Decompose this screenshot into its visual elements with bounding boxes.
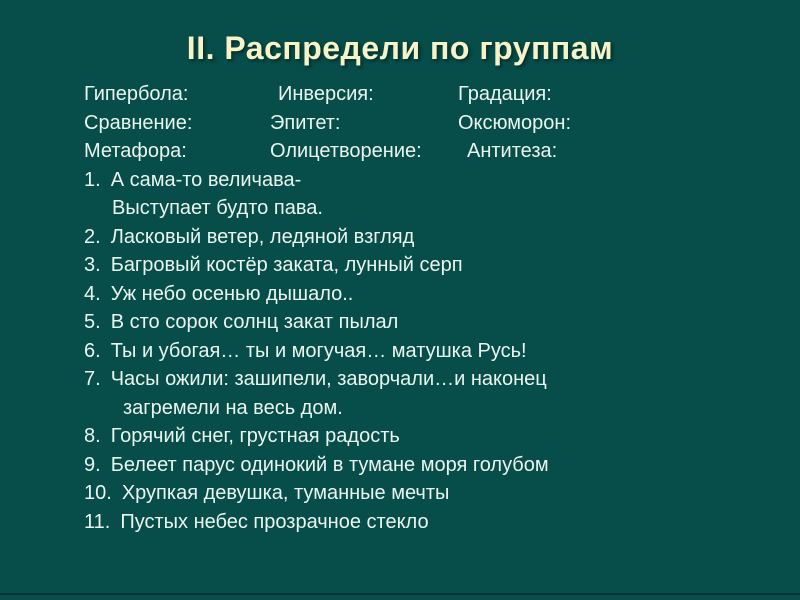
- term-antiteza: Антитеза:: [467, 140, 558, 162]
- term-giperbola: Гипербола:: [84, 83, 189, 105]
- line-text: Ты и убогая… ты и могучая… матушка Русь!: [110, 339, 527, 362]
- line-text: В сто сорок солнц закат пылал: [110, 311, 399, 333]
- term-metafora: Метафора:: [84, 140, 187, 162]
- list-line: [84, 251, 770, 280]
- list-line: [84, 422, 770, 451]
- list-line-continuation: [112, 194, 770, 223]
- term-olitsetvorenie: Олицетворение:: [270, 140, 422, 162]
- term-inversiya: Инверсия:: [278, 83, 374, 105]
- term-sravnenie: Сравнение:: [84, 111, 193, 134]
- line-number: 6.: [84, 339, 101, 362]
- slide-body: [84, 80, 770, 536]
- term-gradatsiya: Градация:: [458, 83, 552, 105]
- list-line: [84, 508, 770, 537]
- list-line: [84, 365, 770, 394]
- list-line: [84, 223, 770, 252]
- line-text: Багровый костёр заката, лунный серп: [110, 254, 463, 276]
- line-number: 3.: [84, 254, 101, 276]
- line-number: 9.: [84, 453, 101, 476]
- terms-row: [84, 137, 770, 166]
- list-line-continuation: [123, 394, 770, 423]
- slide-bottom-divider: [0, 593, 800, 595]
- line-number: 7.: [84, 368, 101, 390]
- line-text: Уж небо осенью дышало..: [110, 282, 354, 305]
- terms-row: [84, 109, 770, 138]
- line-text: Горячий снег, грустная радость: [110, 425, 400, 447]
- list-line: [84, 479, 770, 508]
- list-line: [84, 166, 770, 195]
- line-text: загремели на весь дом.: [123, 396, 343, 419]
- line-number: 1.: [84, 168, 101, 191]
- line-text: Часы ожили: зашипели, заворчали…и наконец: [110, 368, 547, 390]
- line-number: 2.: [84, 225, 101, 248]
- list-line: [84, 308, 770, 337]
- line-text: Хрупкая девушка, туманные мечты: [121, 482, 450, 504]
- term-epitet: Эпитет:: [270, 111, 341, 134]
- line-number: 11.: [84, 510, 111, 533]
- term-oksyumoron: Оксюморон:: [458, 111, 572, 134]
- slide-title: II. Распредели по группам: [186, 30, 614, 66]
- line-text: Белеет парус одинокий в тумане моря голубом: [110, 453, 549, 476]
- line-text: Выступает будто пава.: [112, 197, 323, 219]
- list-line: [84, 451, 770, 480]
- line-text: Ласковый ветер, ледяной взгляд: [110, 225, 415, 248]
- line-number: 8.: [84, 425, 101, 447]
- line-number: 5.: [84, 311, 101, 333]
- line-number: 4.: [84, 282, 101, 305]
- list-line: [84, 280, 770, 309]
- list-line: [84, 337, 770, 366]
- terms-row: [84, 80, 770, 109]
- line-text: Пустых небес прозрачное стекло: [120, 510, 429, 533]
- line-text: А сама-то величава-: [110, 168, 302, 191]
- line-number: 10.: [84, 482, 112, 504]
